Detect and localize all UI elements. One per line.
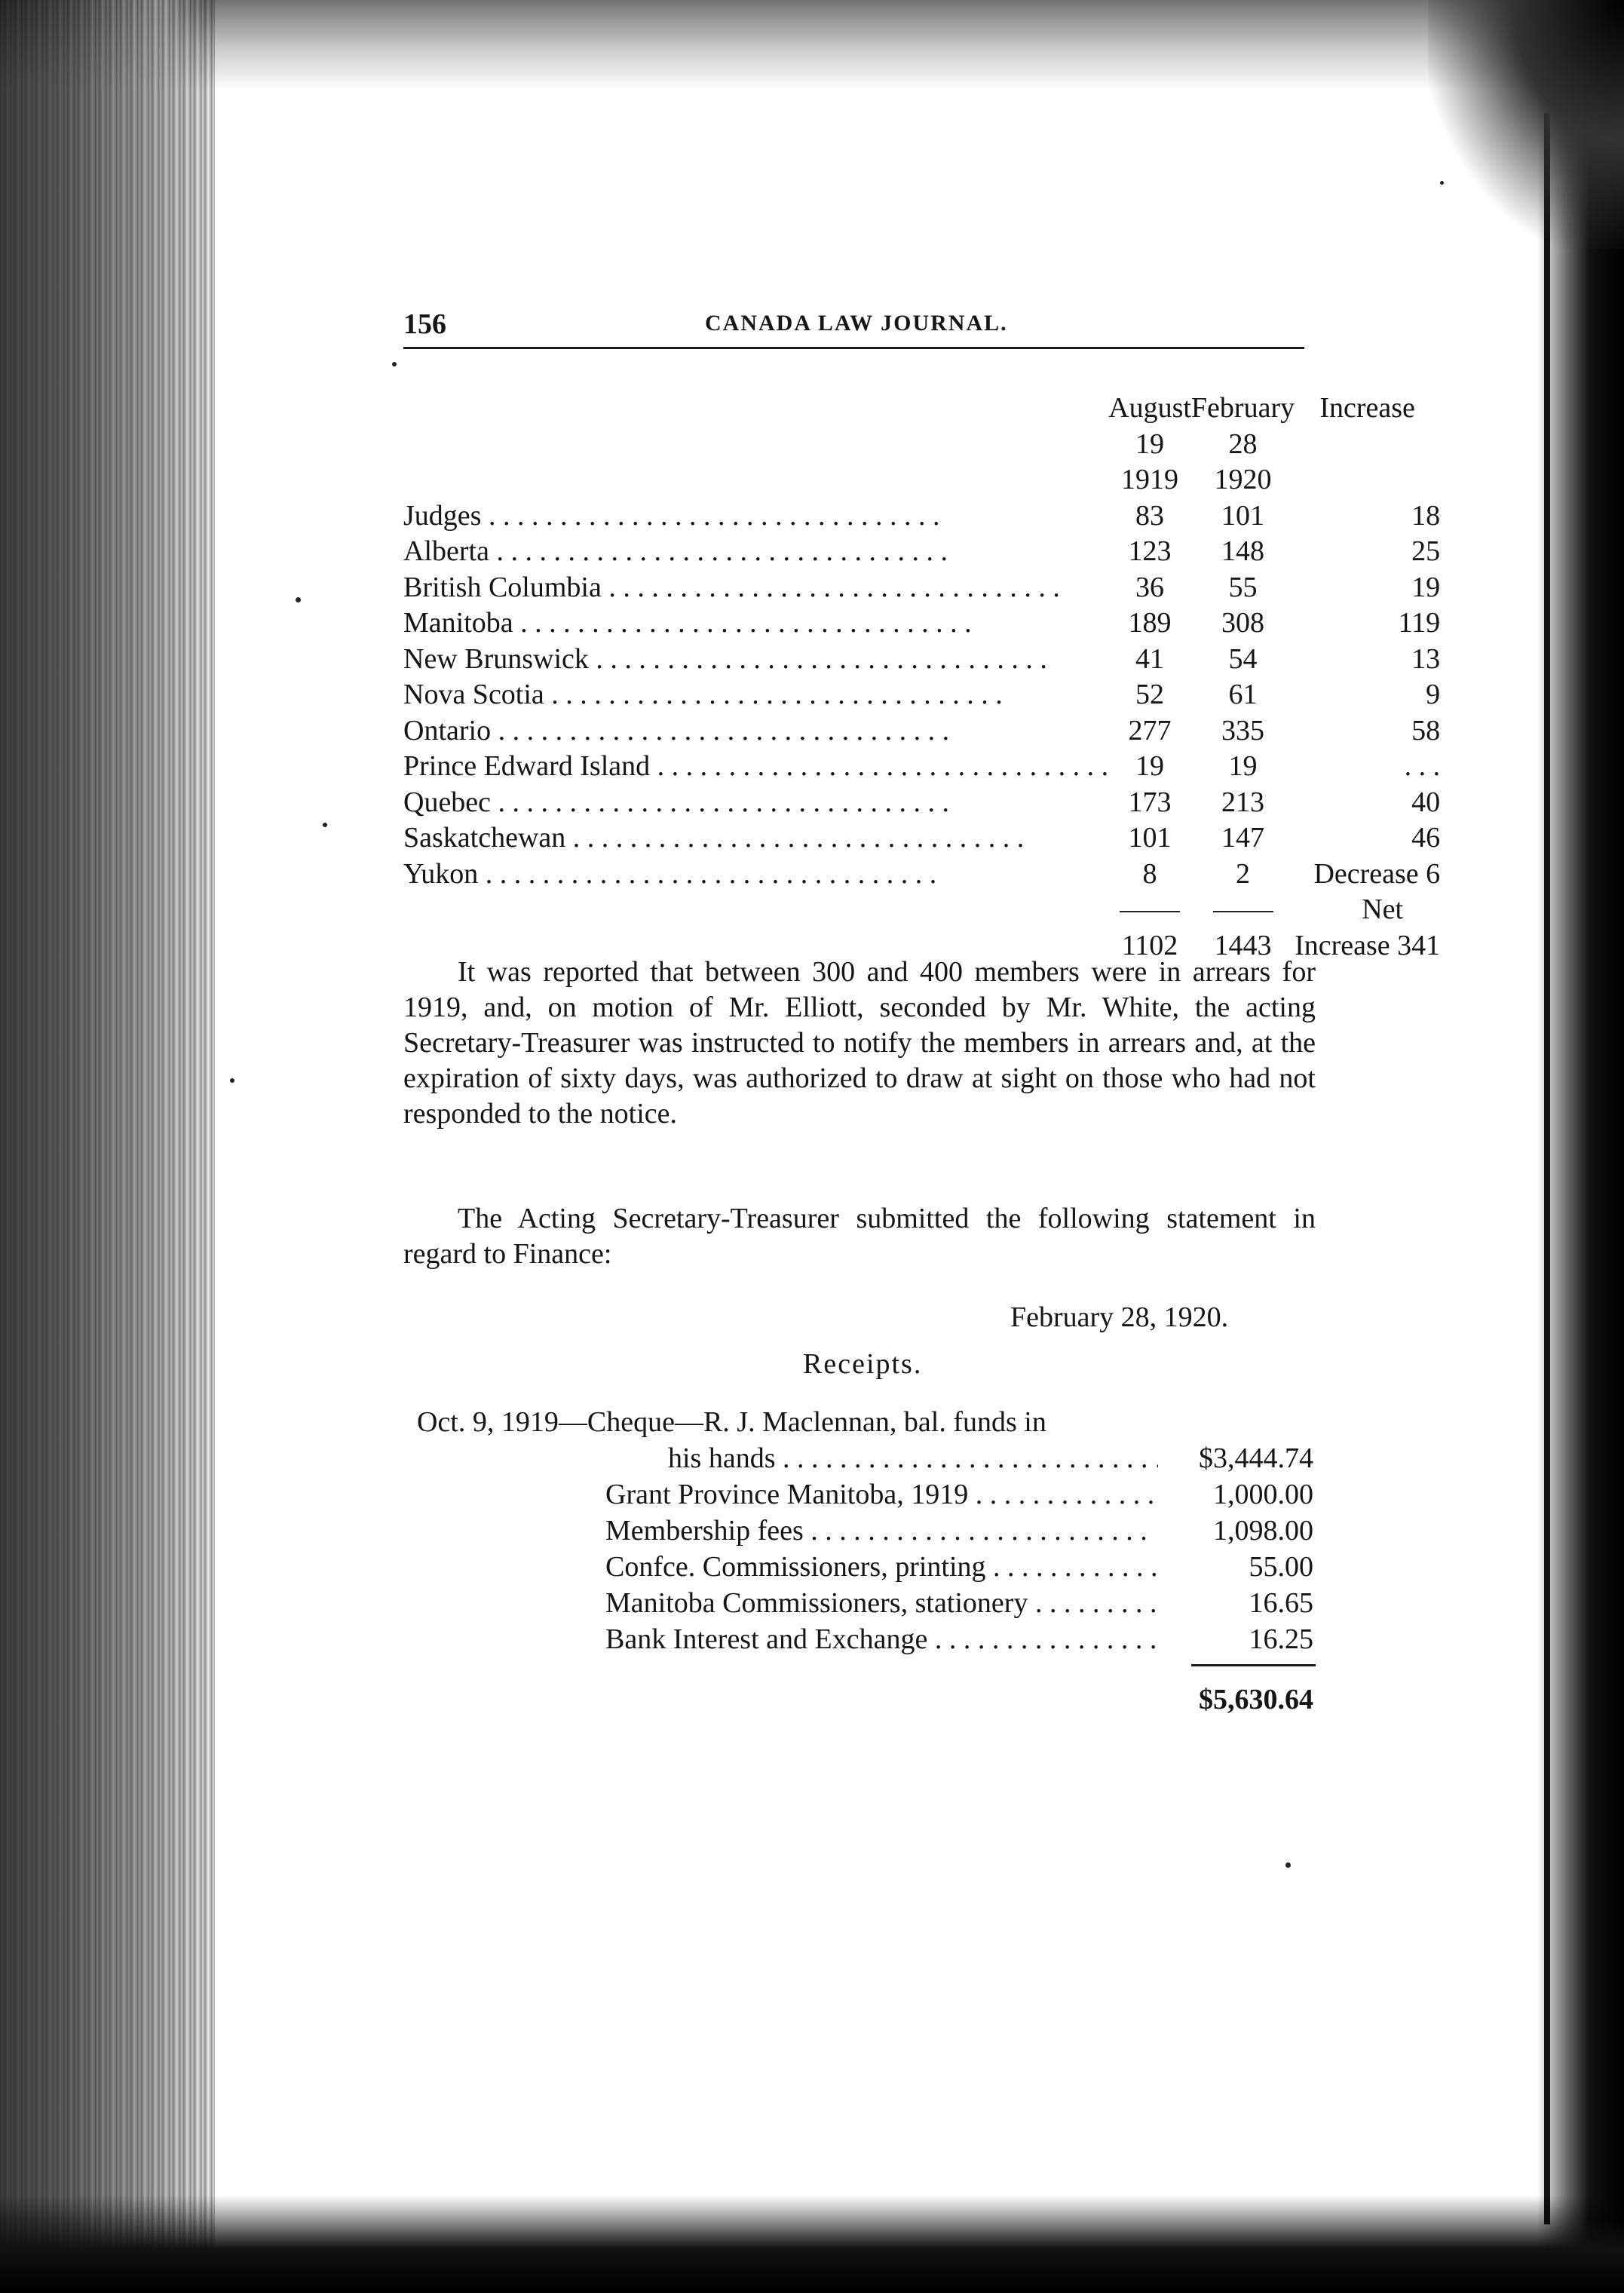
cell-feb-1920: 2 bbox=[1236, 857, 1251, 890]
cell-increase: 9 bbox=[1426, 679, 1441, 710]
table-row bbox=[403, 498, 1440, 535]
row-label: Alberta . . . bbox=[403, 534, 1108, 570]
receipt-item-amount: 1,000.00 bbox=[1213, 1479, 1313, 1510]
cell-feb-1920: 147 bbox=[1221, 822, 1265, 854]
table-row bbox=[403, 713, 1440, 750]
table-row bbox=[403, 820, 1440, 857]
table-row bbox=[403, 857, 1440, 893]
arrears-paragraph: It was reported that between 300 and 400 members were in arrears for 1919, and, on motion of Mr. Elliott, seconded by Mr. White, the acting Secretary-Treasurer was instructed to notify the members in arrears and, at the expiration of sixty days, was authorized to draw at sight on those who had not responded to the notice. bbox=[403, 956, 1316, 1130]
scan-speck bbox=[230, 1078, 234, 1083]
total-aug-1919: 1102 bbox=[1121, 929, 1178, 961]
scan-speck bbox=[392, 362, 397, 366]
receipt-item-description: his hands . . . bbox=[668, 1440, 1158, 1476]
cell-increase: 58 bbox=[1411, 714, 1441, 746]
header-rule bbox=[403, 347, 1304, 349]
cell-feb-1920: 19 bbox=[1228, 750, 1258, 782]
scan-speck bbox=[296, 597, 301, 602]
receipt-item-description: Bank Interest and Exchange . . . bbox=[605, 1621, 1156, 1657]
receipts-total: $5,630.64 bbox=[1199, 1684, 1313, 1715]
table-row bbox=[403, 677, 1440, 713]
cell-increase: 40 bbox=[1411, 786, 1441, 818]
column-header-increase bbox=[1295, 391, 1440, 498]
receipt-item-amount: 16.65 bbox=[1249, 1587, 1313, 1619]
receipt-item-amount: 55.00 bbox=[1249, 1551, 1313, 1583]
statement-date: February 28, 1920. bbox=[1010, 1301, 1229, 1333]
sum-rule-feb bbox=[1191, 892, 1295, 928]
cell-aug-1919: 52 bbox=[1135, 679, 1165, 710]
receipts-heading: Receipts. bbox=[803, 1348, 923, 1380]
net-label: Net bbox=[1362, 894, 1404, 925]
table-row bbox=[403, 642, 1440, 678]
column-header-line: 1919 bbox=[1121, 464, 1179, 495]
row-label: Yukon . . . bbox=[403, 857, 1108, 893]
cell-feb-1920: 335 bbox=[1221, 714, 1265, 746]
cell-aug-1919: 36 bbox=[1135, 571, 1165, 603]
cell-aug-1919: 101 bbox=[1128, 822, 1172, 854]
cell-feb-1920: 308 bbox=[1221, 607, 1265, 639]
receipt-item-description: Manitoba Commissioners, stationery . . . bbox=[605, 1585, 1156, 1621]
table-header-blank bbox=[403, 391, 1108, 498]
cell-aug-1919: 41 bbox=[1135, 642, 1165, 675]
table-rule-row bbox=[403, 892, 1440, 928]
table-row bbox=[403, 570, 1440, 606]
scan-speck bbox=[1440, 181, 1444, 185]
row-label: Nova Scotia . . . bbox=[403, 677, 1108, 713]
row-label: New Brunswick . . . bbox=[403, 642, 1108, 678]
receipt-item-description: Confce. Commissioners, printing . . . bbox=[605, 1549, 1156, 1585]
row-label: Saskatchewan . . . bbox=[403, 820, 1108, 857]
row-label: Manitoba . . . bbox=[403, 605, 1108, 642]
receipt-item-amount: 16.25 bbox=[1249, 1623, 1313, 1655]
page-header bbox=[403, 308, 1308, 353]
cell-increase: 25 bbox=[1411, 535, 1441, 567]
row-label: British Columbia . . . bbox=[403, 570, 1108, 606]
total-increase: Increase 341 bbox=[1295, 929, 1441, 961]
finance-paragraph: The Acting Secretary-Treasurer submitted the following statement in regard to Finance: bbox=[403, 1203, 1316, 1270]
scan-speck bbox=[323, 823, 327, 827]
column-header-line: August 19 bbox=[1108, 392, 1191, 460]
cell-aug-1919: 83 bbox=[1135, 499, 1165, 532]
scan-speck bbox=[1285, 1862, 1291, 1868]
cell-feb-1920: 61 bbox=[1228, 679, 1258, 710]
cell-increase: Decrease 6 bbox=[1313, 857, 1441, 890]
row-label: Quebec . . . bbox=[403, 785, 1108, 821]
table-row bbox=[403, 785, 1440, 821]
receipt-first-line: Cheque—R. J. Maclennan, bal. funds in bbox=[587, 1406, 1046, 1438]
cell-feb-1920: 55 bbox=[1228, 571, 1258, 603]
cell-aug-1919: 173 bbox=[1128, 786, 1172, 818]
table-row bbox=[403, 534, 1440, 570]
row-label: Judges . . . bbox=[403, 498, 1108, 535]
total-feb-1920: 1443 bbox=[1214, 929, 1272, 961]
cell-increase: . . . bbox=[1404, 750, 1441, 782]
receipt-item-description: Membership fees . . . bbox=[605, 1513, 1156, 1549]
total-rule bbox=[1191, 1664, 1316, 1666]
table-row bbox=[403, 605, 1440, 642]
column-header-line: 1920 bbox=[1214, 464, 1272, 495]
receipt-date-line bbox=[417, 1404, 1046, 1440]
receipt-item-description: Grant Province Manitoba, 1919 . . . bbox=[605, 1476, 1156, 1513]
cell-feb-1920: 213 bbox=[1221, 786, 1265, 818]
membership-table bbox=[403, 391, 1440, 964]
cell-aug-1919: 8 bbox=[1142, 857, 1157, 890]
cell-aug-1919: 19 bbox=[1135, 750, 1165, 782]
cell-feb-1920: 101 bbox=[1221, 499, 1265, 532]
sum-rule-aug bbox=[1108, 892, 1191, 928]
cell-aug-1919: 189 bbox=[1128, 607, 1172, 639]
receipt-date: Oct. 9, 1919— bbox=[417, 1406, 587, 1438]
blank-cell bbox=[403, 892, 1108, 928]
cell-increase: 13 bbox=[1411, 642, 1441, 675]
cell-aug-1919: 123 bbox=[1128, 535, 1172, 567]
receipt-item-amount: 1,098.00 bbox=[1213, 1515, 1313, 1547]
row-label: Ontario . . . bbox=[403, 713, 1108, 750]
row-label: Prince Edward Island . . . bbox=[403, 749, 1108, 785]
column-header-line: February 28 bbox=[1190, 392, 1295, 460]
cell-feb-1920: 148 bbox=[1221, 535, 1265, 567]
column-header-feb bbox=[1191, 391, 1295, 498]
cell-increase: 46 bbox=[1411, 822, 1441, 854]
column-header-aug bbox=[1108, 391, 1191, 498]
column-header-line: Increase bbox=[1319, 392, 1415, 424]
cell-increase: 18 bbox=[1411, 499, 1441, 532]
table-row bbox=[403, 749, 1440, 785]
cell-feb-1920: 54 bbox=[1228, 642, 1258, 675]
cell-increase: 19 bbox=[1411, 571, 1441, 603]
page-number: 156 bbox=[403, 308, 446, 340]
journal-title: CANADA LAW JOURNAL. bbox=[705, 311, 1008, 336]
cell-increase: 119 bbox=[1398, 607, 1441, 639]
table-header-row bbox=[403, 391, 1440, 498]
receipt-item-amount: $3,444.74 bbox=[1199, 1442, 1313, 1474]
cell-aug-1919: 277 bbox=[1128, 714, 1172, 746]
